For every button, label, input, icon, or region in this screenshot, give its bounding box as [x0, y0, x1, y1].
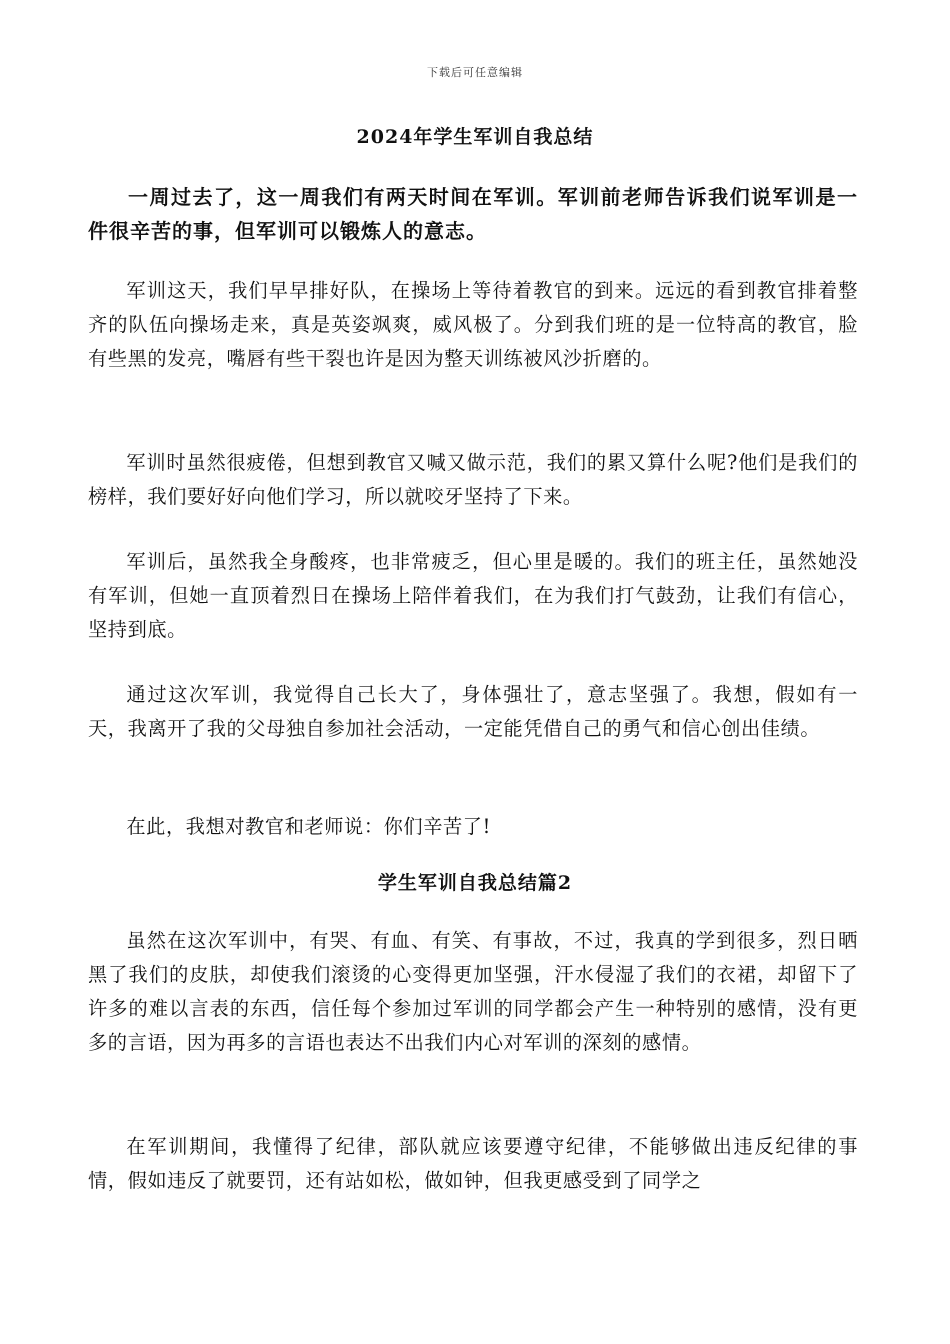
- body-paragraph-1: 军训这天，我们早早排好队，在操场上等待着教官的到来。远远的看到教官排着整齐的队伍向操场走来，真是英姿飒爽，威风极了。分到我们班的是一位特高的教官，脸有些黑的发亮，嘴唇有些干裂也许是因为整天训练被风沙折磨的。: [88, 279, 858, 370]
- intro-paragraph: 一周过去了，这一周我们有两天时间在军训。军训前老师告诉我们说军训是一件很辛苦的事，但军训可以锻炼人的意志。: [88, 185, 858, 243]
- document-title: 2024年学生军训自我总结: [356, 126, 594, 148]
- section2-paragraph-2: 在军训期间，我懂得了纪律，部队就应该要遵守纪律，不能够做出违反纪律的事情，假如违反了就要罚，还有站如松，做如钟，但我更感受到了同学之: [88, 1135, 858, 1192]
- body-paragraph-4: 通过这次军训，我觉得自己长大了，身体强壮了，意志坚强了。我想，假如有一天，我离开了我的父母独自参加社会活动，一定能凭借自己的勇气和信心创出佳绩。: [88, 683, 858, 740]
- body-paragraph-2: 军训时虽然很疲倦，但想到教官又喊又做示范，我们的累又算什么呢?他们是我们的榜样，我们要好好向他们学习，所以就咬牙坚持了下来。: [88, 451, 858, 508]
- body-paragraph-5: 在此，我想对教官和老师说：你们辛苦了!: [126, 815, 491, 838]
- header-note: 下载后可任意编辑: [427, 66, 523, 79]
- body-paragraph-3: 军训后，虽然我全身酸疼，也非常疲乏，但心里是暖的。我们的班主任，虽然她没有军训，但她一直顶着烈日在操场上陪伴着我们，在为我们打气鼓劲，让我们有信心，坚持到底。: [88, 550, 858, 641]
- section2-paragraph-1: 虽然在这次军训中，有哭、有血、有笑、有事故，不过，我真的学到很多，烈日晒黑了我们的皮肤，却使我们滚烫的心变得更加坚强，汗水侵湿了我们的衣裙，却留下了许多的难以言表的东西，信任每个参加过军训的同学都会产生一种特别的感情，没有更多的言语，因为再多的言语也表达不出我们内心对军训的深刻的感情。: [88, 929, 858, 1054]
- section-title: 学生军训自我总结篇2: [377, 872, 573, 894]
